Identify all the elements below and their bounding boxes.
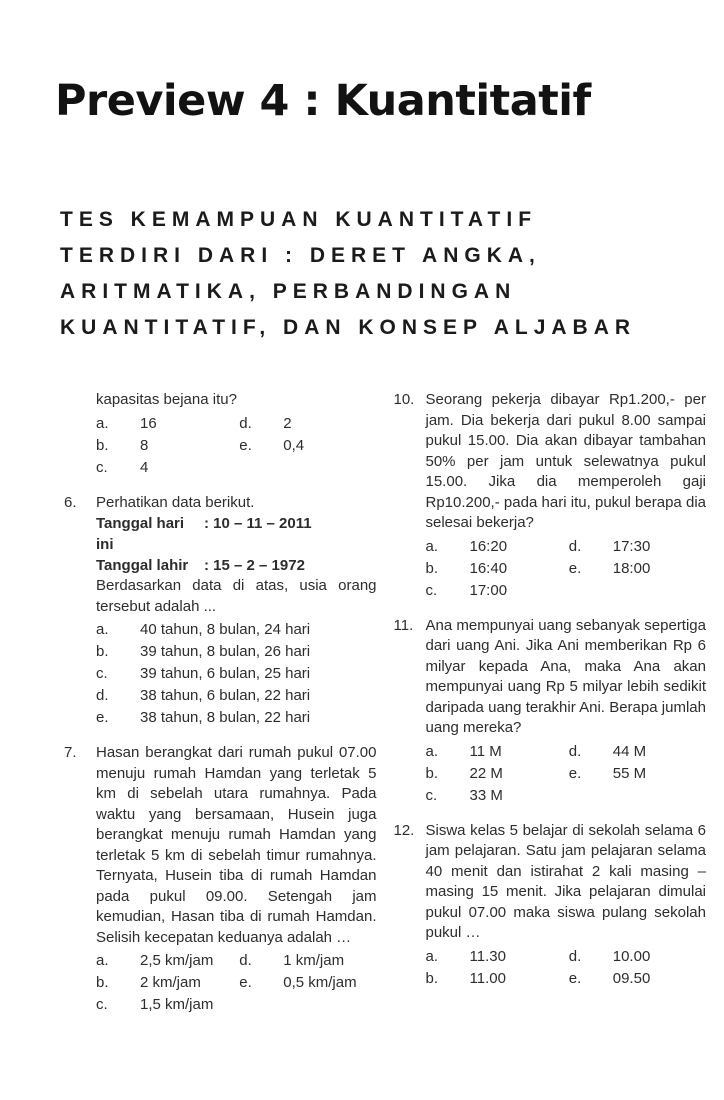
date-label: Tanggal lahir	[96, 557, 189, 574]
option-b	[96, 435, 233, 457]
option-letter: a.	[425, 742, 439, 760]
option-letter: a.	[425, 537, 439, 555]
option-c	[96, 457, 233, 479]
option-c	[426, 580, 563, 602]
option-text: 16	[140, 414, 157, 432]
option-a	[96, 619, 377, 641]
option-a	[426, 946, 563, 968]
option-c	[426, 785, 563, 807]
question-number: 6.	[64, 493, 77, 511]
option-text: 39 tahun, 6 bulan, 25 hari	[140, 665, 311, 682]
option-a	[426, 536, 563, 558]
option-text: 17:30	[612, 537, 651, 555]
option-letter: e.	[96, 709, 109, 726]
option-letter: b.	[425, 969, 439, 987]
question-body	[96, 493, 377, 730]
question-columns	[64, 390, 706, 1030]
option-text: 10.00	[612, 947, 651, 965]
subtitle-line-4: KUANTITATIF, DAN KONSEP ALJABAR	[60, 316, 637, 339]
options-list	[96, 619, 377, 729]
option-letter: c.	[425, 581, 438, 599]
option-letter: c.	[425, 786, 438, 804]
option-e	[569, 968, 706, 990]
option-letter: b.	[96, 643, 109, 660]
option-text: 0,5 km/jam	[283, 974, 357, 991]
option-letter: c.	[96, 665, 108, 682]
question-text: Perhatikan data berikut.	[96, 493, 255, 511]
option-text: 16:20	[469, 537, 508, 555]
option-e	[239, 972, 376, 994]
question-number: 11.	[393, 616, 414, 634]
question-text: Hasan berangkat dari rumah pukul 07.00 menuju rumah Hamdan yang terletak 5 km di sebelah utara rumahnya. Pada waktu yang bersamaan, Husein juga berangkat menuju rumah Hamdan yang terletak 5 km di sebelah timur rumahnya. Ternyata, Husein tiba di rumah Hamdan pada pukul 09.00. Setengah jam kemudian, Hasan tiba di rumah Hamdan. Selisih kecepatan keduanya adalah …	[96, 744, 377, 946]
question-7	[64, 743, 377, 1016]
question-text: Berdasarkan data di atas, usia orang tersebut adalah ...	[96, 577, 377, 615]
date-birth-line	[96, 555, 377, 576]
option-letter: c.	[96, 996, 108, 1013]
option-letter: e.	[568, 559, 582, 577]
option-text: 38 tahun, 6 bulan, 22 hari	[140, 687, 311, 704]
option-e	[96, 707, 377, 729]
option-text: 2 km/jam	[140, 974, 201, 991]
option-text: 39 tahun, 8 bulan, 26 hari	[140, 643, 311, 660]
question-body	[96, 390, 377, 479]
option-c	[96, 663, 377, 685]
question-number: 12.	[393, 821, 415, 839]
option-b	[96, 641, 377, 663]
option-letter: e.	[568, 969, 582, 987]
question-text: kapasitas bejana itu?	[96, 391, 237, 408]
date-value: : 15 – 2 – 1972	[204, 557, 305, 574]
option-text: 38 tahun, 8 bulan, 22 hari	[140, 709, 311, 726]
question-11	[394, 616, 707, 807]
options-grid	[96, 950, 377, 1016]
date-label: Tanggal hari ini	[96, 515, 185, 553]
option-letter: d.	[568, 742, 582, 760]
option-text: 0,4	[283, 436, 305, 454]
option-letter: d.	[96, 687, 109, 704]
option-text: 09.50	[612, 969, 651, 987]
question-body	[426, 821, 707, 990]
subtitle-line-1: TES KEMAMPUAN KUANTITATIF	[60, 208, 538, 231]
option-text: 11.00	[469, 969, 506, 987]
option-letter: d.	[568, 537, 582, 555]
option-letter: a.	[96, 952, 109, 969]
option-text: 40 tahun, 8 bulan, 24 hari	[140, 621, 311, 638]
option-letter: c.	[96, 458, 108, 476]
question-12	[394, 821, 707, 990]
option-d	[96, 685, 377, 707]
option-letter: e.	[568, 764, 582, 782]
option-b	[96, 972, 233, 994]
option-c	[96, 994, 233, 1016]
option-e	[569, 763, 706, 785]
option-letter: b.	[96, 436, 109, 454]
date-value: : 10 – 11 – 2011	[204, 515, 312, 532]
question-text: Siswa kelas 5 belajar di sekolah selama 6 jam pelajaran. Satu jam pelajaran selama 40 menit dan istirahat 2 kali masing – masing 15 menit. Jika pelajaran dimulai pukul 07.00 maka siswa pulang sekolah pukul …	[425, 821, 706, 941]
question-number	[64, 390, 96, 479]
page-title: Preview 4 : Kuantitatif	[55, 76, 591, 126]
option-a	[96, 413, 233, 435]
option-text: 16:40	[469, 559, 508, 577]
subtitle-line-2: TERDIRI DARI : DERET ANGKA,	[60, 244, 541, 267]
options-grid	[426, 536, 707, 602]
option-letter: b.	[425, 559, 439, 577]
option-e	[569, 558, 706, 580]
option-b	[426, 763, 563, 785]
question-body	[426, 616, 707, 807]
option-text: 17:00	[469, 581, 508, 599]
option-a	[426, 741, 563, 763]
option-letter: b.	[425, 764, 439, 782]
option-d	[239, 413, 376, 435]
option-b	[426, 968, 563, 990]
option-d	[569, 946, 706, 968]
question-body	[426, 390, 707, 602]
option-letter: e.	[239, 436, 252, 454]
option-a	[96, 950, 233, 972]
option-text: 44 M	[612, 742, 647, 760]
option-d	[239, 950, 376, 972]
question-text: Seorang pekerja dibayar Rp1.200,- per jam. Dia bekerja dari pukul 8.00 sampai pukul 15.00. Dia akan dibayar tambahan 50% per jam untuk selewatnya pukul 15.00. Jika dia memperoleh gaji Rp10.200,- pada hari itu, pukul berapa dia selesai bekerja?	[425, 391, 706, 531]
document-page	[0, 76, 724, 1100]
option-text: 1 km/jam	[283, 952, 345, 969]
option-text: 11.30	[469, 947, 506, 965]
option-letter: d.	[568, 947, 582, 965]
right-column	[394, 390, 707, 1030]
option-letter: b.	[96, 974, 109, 991]
question-6	[64, 493, 377, 730]
option-text: 4	[140, 458, 149, 476]
option-d	[569, 536, 706, 558]
option-text: 55 M	[612, 764, 647, 782]
question-number: 10.	[393, 391, 415, 408]
question-number: 7.	[64, 744, 77, 761]
option-letter: a.	[96, 414, 109, 432]
option-letter: d.	[239, 952, 252, 969]
option-letter: a.	[425, 947, 439, 965]
question-text: Ana mempunyai uang sebanyak sepertiga dari uang Ani. Jika Ani memberikan Rp 6 milyar kepada Ana, maka Ana akan mempunyai uang Rp 5 milyar lebih sedikit daripada uang terakhir Ani. Berapa jumlah uang mereka?	[425, 616, 706, 736]
question-10	[394, 390, 707, 602]
option-letter: a.	[96, 621, 109, 638]
option-text: 1,5 km/jam	[140, 996, 214, 1013]
option-letter: d.	[239, 414, 252, 432]
option-text: 22 M	[469, 764, 503, 782]
options-grid	[96, 413, 377, 479]
option-text: 11 M	[469, 742, 502, 760]
option-e	[239, 435, 376, 457]
option-text: 2	[283, 414, 292, 432]
question-body	[96, 743, 377, 1016]
question-5-continuation	[64, 390, 377, 479]
option-text: 2,5 km/jam	[140, 952, 214, 969]
subtitle-line-3: ARITMATIKA, PERBANDINGAN	[60, 280, 517, 303]
left-column	[64, 390, 377, 1030]
option-text: 18:00	[612, 559, 651, 577]
option-text: 8	[140, 436, 149, 454]
date-today-line	[96, 513, 377, 555]
option-text: 33 M	[469, 786, 503, 804]
option-b	[426, 558, 563, 580]
options-grid	[426, 741, 707, 807]
option-letter: e.	[239, 974, 252, 991]
page-subtitle	[60, 202, 714, 346]
options-grid	[426, 946, 707, 990]
option-d	[569, 741, 706, 763]
